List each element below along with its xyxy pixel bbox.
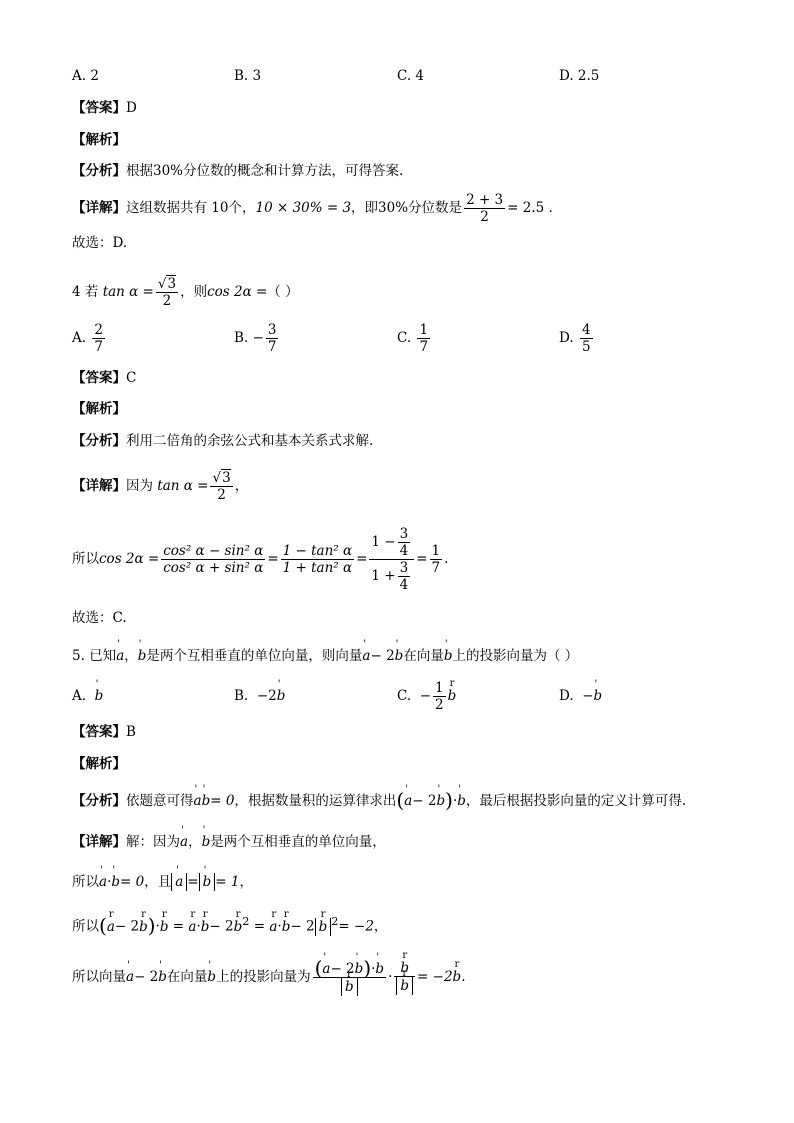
q4-nested-fraction: 1 − $\frac{3}{4}$ 1 + $\frac{3}{4}$ bbox=[369, 526, 414, 593]
q5-option-d: D. −' b bbox=[559, 686, 602, 706]
answer-label: 【答案】 bbox=[72, 100, 126, 116]
q5-line3: 所以(r a− 2r b)·r b = r a·r b− 2r $b^2 = r$ a·r b− 2r b $^2$= −2， bbox=[72, 912, 387, 937]
q4-detail-line: 【详解】因为 tan α = $\frac{√3}{2}$ ， bbox=[72, 470, 249, 503]
q5-line2: 所以' a·' b= 0，且' a =' b = 1， bbox=[72, 872, 253, 892]
q4-option-b: B. − $\frac{3}{7}$ bbox=[234, 322, 277, 355]
q4-analysis-label: 【解析】 bbox=[72, 401, 126, 417]
q3-option-b: B. 3 bbox=[234, 68, 262, 84]
q5-option-c: C. − $\frac{1}{2}$ r b bbox=[397, 678, 456, 714]
q4-stem: 4 若 tan α = $\frac{√3}{2}$ ，则cos 2α =（ ） bbox=[72, 276, 299, 309]
q4-derivation: 所以cos 2α = $\frac{\text{cos² α − sin² α}}{\text{cos² α + sin² α}}$ = $\frac{\text{1 − tan² α}}{\text{1 + tan² α}}$ = 1 − $\frac{3}{4}$ 1 + $\frac{3}{4}$ = $\frac{1}{7}$ . bbox=[72, 526, 449, 593]
q3-detail-line: 【详解】这组数据共有 10个，10 × 30% = 3，即30%分位数是 $\frac{2 + 3}{2}$ = 2.5 . bbox=[72, 192, 553, 225]
q3-answer-line bbox=[72, 98, 137, 118]
q4-fenxi-line: 【分析】利用二倍角的余弦公式和基本关系式求解. bbox=[72, 433, 374, 449]
q5-option-a: A. ' b bbox=[72, 686, 103, 706]
q4-option-a: A. $\frac{2}{7}$ bbox=[72, 322, 103, 355]
q3-fenxi-line: 【分析】根据30%分位数的概念和计算方法，可得答案. bbox=[72, 163, 404, 179]
q3-answer: D bbox=[126, 100, 137, 116]
q3-option-c: C. 4 bbox=[397, 68, 425, 84]
q4-option-d: D. $\frac{4}{5}$ bbox=[559, 322, 591, 355]
q5-answer-line: 【答案】B bbox=[72, 724, 136, 740]
q3-analysis-label: 【解析】 bbox=[72, 132, 126, 148]
q3-option-a: A. 2 bbox=[72, 68, 99, 84]
q4-answer-line: 【答案】C bbox=[72, 370, 137, 386]
q3-fraction: $\frac{2 + 3}{2}$ bbox=[466, 192, 504, 225]
q5-analysis-label: 【解析】 bbox=[72, 756, 126, 772]
q5-fenxi-line: 【分析】依题意可得' a' b= 0，根据数量积的运算律求出(' a− 2' b)·' b，最后根据投影向量的定义计算可得. bbox=[72, 790, 686, 811]
q4-conclusion: 故选：C. bbox=[72, 610, 127, 626]
q4-option-c: C. $\frac{1}{7}$ bbox=[397, 322, 429, 355]
q3-option-d: D. 2.5 bbox=[559, 68, 600, 84]
q4-stem-fraction: $\frac{√3}{2}$ bbox=[157, 276, 177, 309]
q5-detail-line: 【详解】解：因为' a，' b是两个互相垂直的单位向量， bbox=[72, 832, 386, 852]
q5-line4: 所以向量' a− 2' b在向量' b上的投影向量为 (' a− 2' b)·' b r b · r b r b = −2r b. bbox=[72, 952, 466, 1002]
q3-conclusion: 故选：D. bbox=[72, 235, 128, 251]
q5-option-b: B. −2' b bbox=[234, 686, 285, 706]
q5-stem: 5. 已知' a，' b是两个互相垂直的单位向量，则向量' a− 2' b在向量' b上的投影向量为（ ） bbox=[72, 646, 578, 666]
